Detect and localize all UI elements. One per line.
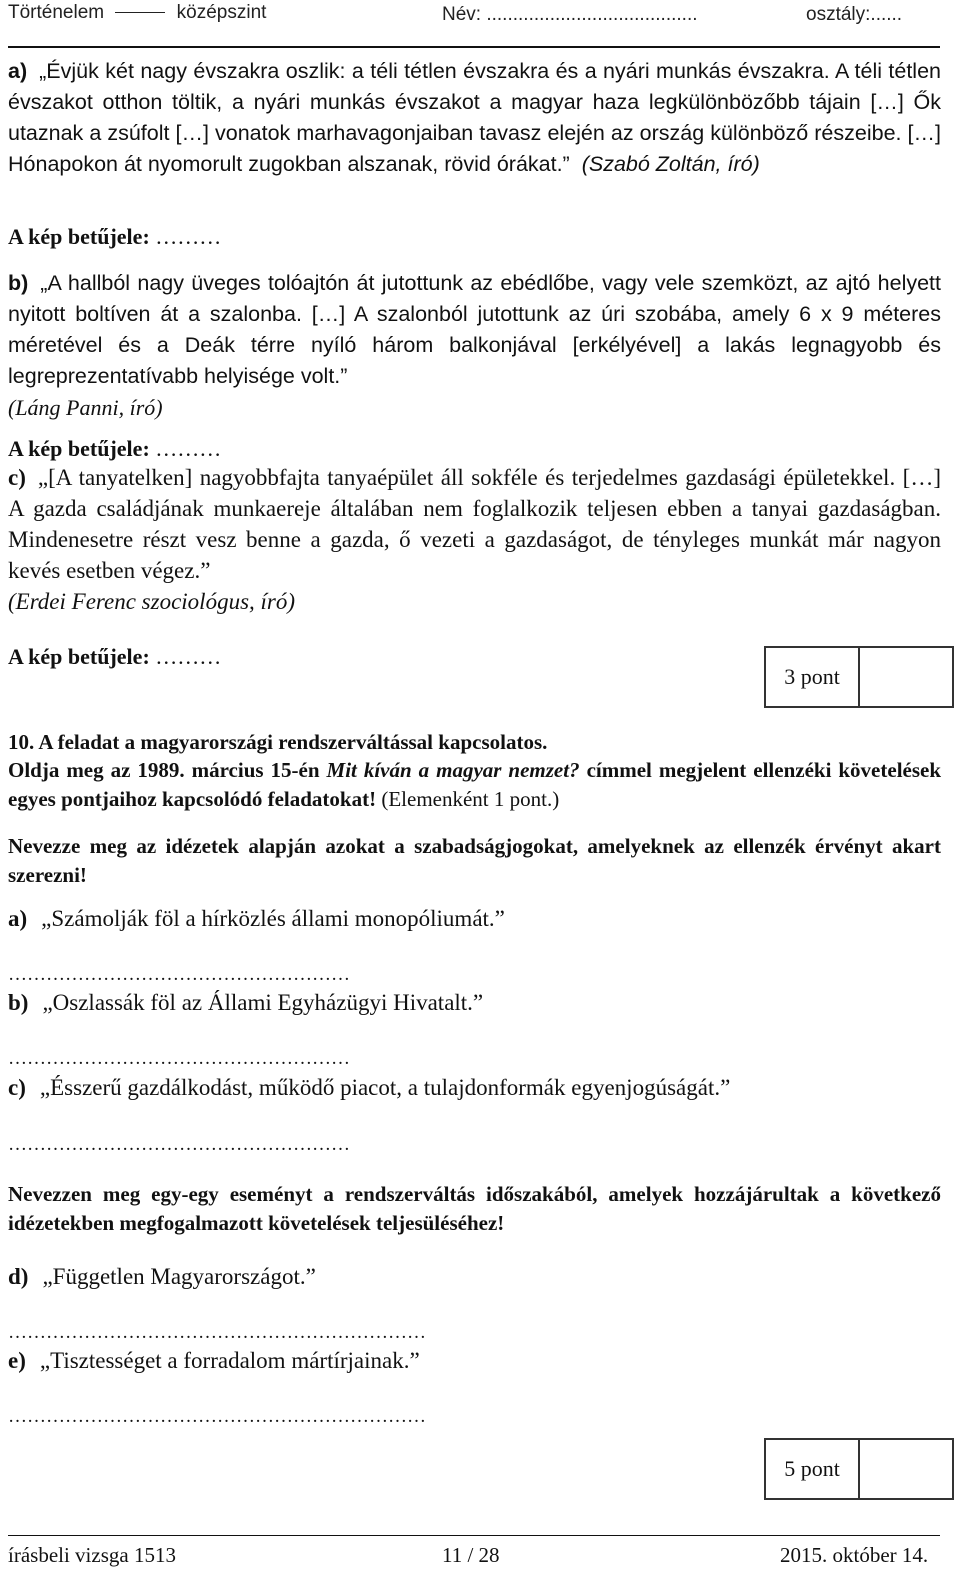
q10-intro-points: (Elemenként 1 pont.) <box>381 787 560 811</box>
q10-task2: Nevezzen meg egy-egy eseményt a rendszerváltás időszakából, amelyek hozzájárultak a következő idézetekben megfogalmazott követelések teljesüléséhez! <box>8 1182 941 1235</box>
q10-intro-title: Mit kíván a magyar nemzet? <box>326 758 580 782</box>
answer-label: A kép betűjele: <box>8 644 150 669</box>
answer-label: A kép betűjele: <box>8 436 150 461</box>
q10-points-label: 5 pont <box>766 1440 860 1498</box>
q9-points-box <box>764 646 954 708</box>
q10-c-text: „Ésszerű gazdálkodást, működő piacot, a tulajdonformák egyenjogúságát.” <box>39 1075 731 1100</box>
level-label: középszint <box>176 2 267 23</box>
answer-dots[interactable]: ……… <box>155 224 222 249</box>
answer-label: A kép betűjele: <box>8 224 150 249</box>
q10-intro-1: Oldja meg az 1989. március 15-én <box>8 758 320 782</box>
header-subject <box>8 2 266 24</box>
q9-c-source: (Erdei Ferenc szociológus, író) <box>8 589 296 614</box>
q10-item-c <box>8 1075 730 1101</box>
q10-b-answer-line[interactable]: ……………………………………………… <box>8 1048 350 1069</box>
q10-item-d <box>8 1264 316 1290</box>
q9-answer-b <box>8 436 221 462</box>
subject-label: Történelem <box>8 2 105 23</box>
class-field: osztály:...... <box>806 4 903 25</box>
q10-intro <box>8 756 941 814</box>
footer-left: írásbeli vizsga 1513 <box>8 1543 176 1567</box>
name-field: Név: ........................................ <box>442 4 698 25</box>
q10-item-e <box>8 1348 420 1374</box>
q10-item-b <box>8 990 483 1016</box>
q10-score-cell[interactable] <box>860 1440 952 1498</box>
answer-dots[interactable]: ……… <box>155 644 222 669</box>
q10-points-box <box>764 1438 954 1500</box>
q9-a-source: (Szabó Zoltán, író) <box>581 152 760 176</box>
q9-item-b <box>8 268 941 424</box>
q10-e-label: e) <box>8 1348 26 1373</box>
q9-item-a <box>8 56 941 180</box>
q9-c-label: c) <box>8 465 26 490</box>
q9-score-cell[interactable] <box>860 648 952 706</box>
header-rule <box>8 46 940 48</box>
q9-b-source: (Láng Panni, író) <box>8 395 163 420</box>
q10-intro-2: címmel megjelent ellenzéki követelések egyes pontjaihoz kapcsolódó feladatokat! <box>8 758 942 811</box>
q10-title: 10. A feladat a magyarországi rendszerváltással kapcsolatos. <box>8 730 548 754</box>
q9-b-text: „A hallból nagy üveges tolóajtón át jutottunk az ebédlőbe, vagy vele szemközt, az ajtó helyett nyitott boltíven át a szalonba. […] A szalonból jutottunk az úri szobába, amely 6 x 9 méteres méretével és a Deák térre nyíló három balkonjával [erkélyével] a lakás legnagyobb és legreprezentatívabb helyisége volt.” <box>8 271 941 388</box>
q9-b-label: b) <box>8 271 29 295</box>
q9-a-label: a) <box>8 59 28 83</box>
q10-task1: Nevezze meg az idézetek alapján azokat a szabadságjogokat, amelyeknek az ellenzék érvényt akart szerezni! <box>8 834 941 887</box>
footer-rule <box>8 1535 940 1536</box>
q10-b-text: „Oszlassák föl az Állami Egyházügyi Hivatalt.” <box>42 990 484 1015</box>
header-dash <box>115 12 165 13</box>
answer-dots[interactable]: ……… <box>155 436 222 461</box>
q9-answer-a <box>8 224 221 250</box>
q10-item-a <box>8 906 505 932</box>
q10-a-label: a) <box>8 906 28 931</box>
footer-page-number: 11 / 28 <box>442 1543 500 1567</box>
q10-e-answer-line[interactable]: ………………………………………………………… <box>8 1406 426 1427</box>
q10-d-label: d) <box>8 1264 29 1289</box>
q10-d-text: „Független Magyarországot.” <box>42 1264 316 1289</box>
footer-date: 2015. október 14. <box>780 1543 929 1567</box>
q10-b-label: b) <box>8 990 29 1015</box>
q10-e-text: „Tisztességet a forradalom mártírjainak.” <box>39 1348 420 1373</box>
q10-c-label: c) <box>8 1075 26 1100</box>
q9-points-label: 3 pont <box>766 648 860 706</box>
q10-a-text: „Számolják föl a hírközlés állami monopóliumát.” <box>41 906 505 931</box>
q10-d-answer-line[interactable]: ………………………………………………………… <box>8 1322 426 1343</box>
q10-c-answer-line[interactable]: ……………………………………………… <box>8 1134 350 1155</box>
q9-a-text: „Évjük két nagy évszakra oszlik: a téli tétlen évszakra és a nyári munkás évszakra. A téli tétlen évszakot otthon töltik, a nyári munkás évszakot a magyar haza legkülönbözőbb tájain […] Ők utaznak a zsúfolt […] vonatok marhavagonjaiban tavasz elején az ország különböző részeibe. […] Hónapokon át nyomorult zugokban alszanak, rövid órákat.” <box>8 59 941 176</box>
q9-item-c <box>8 462 941 617</box>
q9-answer-c <box>8 644 221 670</box>
q9-c-text: „[A tanyatelken] nagyobbfajta tanyaépület áll sokféle és terjedelmes gazdasági épületekkel. […] A gazda családjának munkaereje általában nem foglalkozik teljesen ebben a tanyai gazdaságban. Mindenesetre részt vesz benne a gazda, ő vezeti a gazdaságot, de tényleges munkát már nagyon kevés esetben végez.” <box>8 465 941 583</box>
q10-a-answer-line[interactable]: ……………………………………………… <box>8 964 350 985</box>
